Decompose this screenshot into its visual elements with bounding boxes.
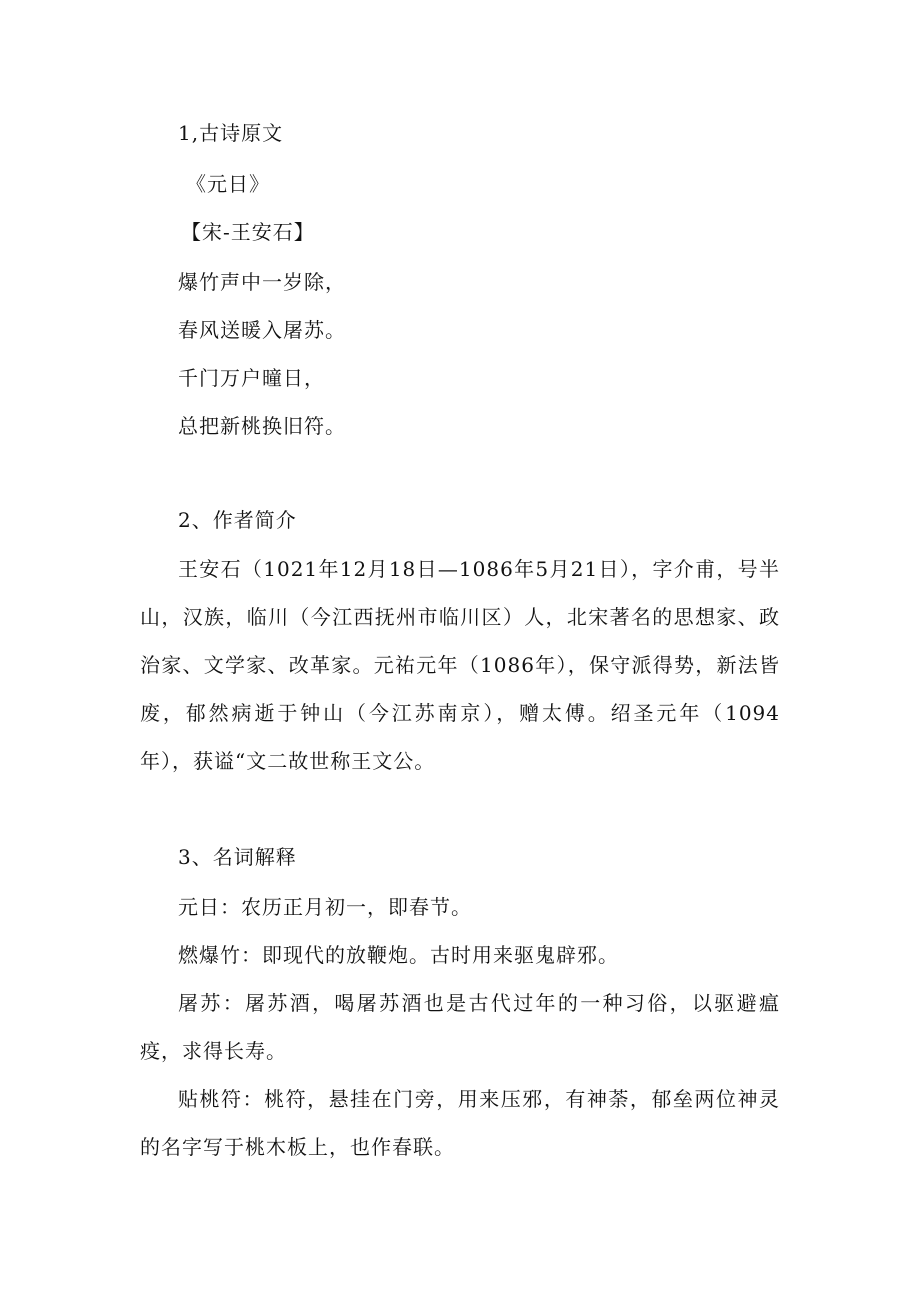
- term-item: 燃爆竹：即现代的放鞭炮。古时用来驱鬼辟邪。: [178, 943, 619, 967]
- section-heading-author-intro: 2、作者简介: [178, 508, 297, 532]
- term-item: 元日：农历正月初一，即春节。: [178, 895, 472, 919]
- section-heading-term-explanations: 3、名词解释: [178, 845, 297, 869]
- term-item: 贴桃符：桃符，悬挂在门旁，用来压邪，有神荼，郁垒两位神灵的名字写于桃木板上，也作春联。: [140, 1087, 780, 1159]
- section-heading-original-text: 1,古诗原文: [178, 121, 284, 145]
- poem-line-1: 爆竹声中一岁除，: [178, 270, 346, 294]
- poem-line-4: 总把新桃换旧符。: [178, 414, 346, 438]
- poem-author: 【宋-王安石】: [181, 220, 315, 244]
- poem-title: 《元日》: [186, 172, 270, 196]
- poem-line-2: 春风送暖入屠苏。: [178, 318, 346, 342]
- poem-line-3: 千门万户曈日，: [178, 366, 325, 390]
- author-intro-paragraph: 王安石（1021年12月18日—1086年5月21日），字介甫，号半山，汉族，临川（今江西抚州市临川区）人，北宋著名的思想家、政治家、文学家、改革家。元祐元年（1086年），保守派得势，新法皆废，郁然病逝于钟山（今江苏南京），赠太傅。绍圣元年（1094年），获谥“文二故世称王文公。: [140, 557, 780, 773]
- term-item: 屠苏：屠苏酒，喝屠苏酒也是古代过年的一种习俗，以驱避瘟疫，求得长寿。: [140, 991, 780, 1063]
